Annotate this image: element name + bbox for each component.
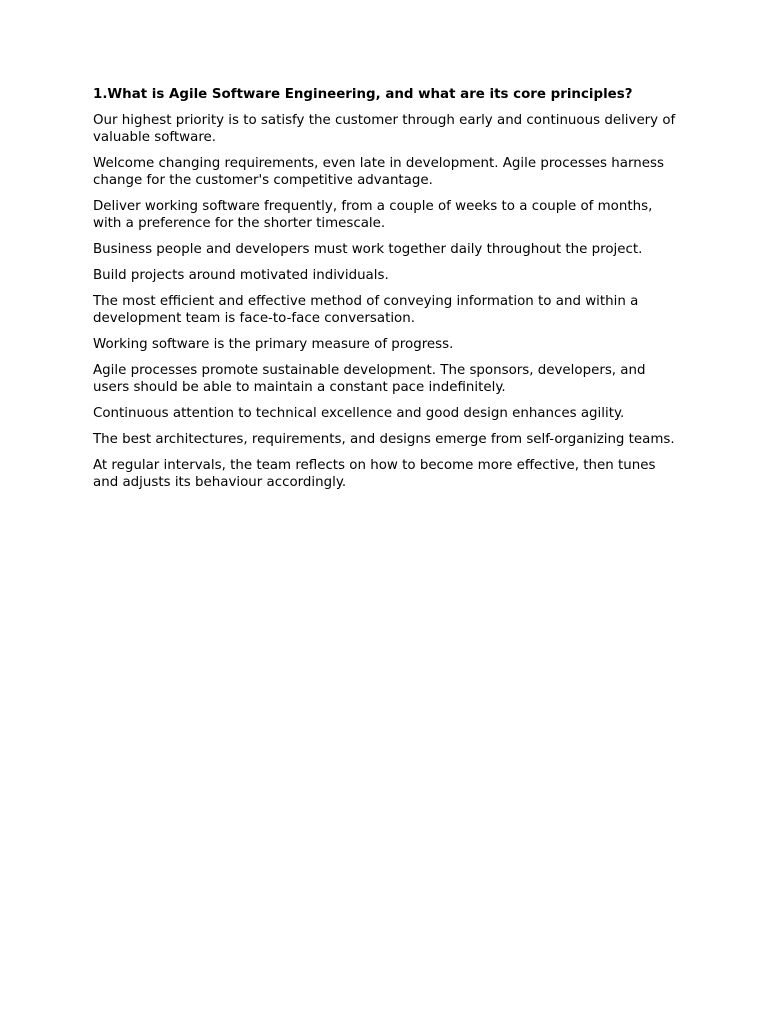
paragraph-principle-6: The most efficient and effective method of conveying information to and within a development team is face-to-face conversation. bbox=[93, 294, 639, 326]
paragraph-principle-9: Continuous attention to technical excellence and good design enhances agility. bbox=[93, 406, 625, 421]
paragraph-principle-10: The best architectures, requirements, and designs emerge from self-organizing teams. bbox=[93, 432, 675, 447]
paragraph-principle-11: At regular intervals, the team reflects on how to become more effective, then tunes and adjusts its behaviour accordingly. bbox=[93, 458, 656, 490]
paragraph-principle-2: Welcome changing requirements, even late in development. Agile processes harness change for the customer's competitive advantage. bbox=[93, 156, 664, 188]
paragraph-principle-5: Build projects around motivated individuals. bbox=[93, 268, 389, 283]
paragraph-principle-8: Agile processes promote sustainable development. The sponsors, developers, and users should be able to maintain a constant pace indefinitely. bbox=[93, 363, 646, 395]
paragraph-principle-4: Business people and developers must work together daily throughout the project. bbox=[93, 242, 643, 257]
paragraph-principle-3: Deliver working software frequently, from a couple of weeks to a couple of months, with a preference for the shorter timescale. bbox=[93, 199, 653, 231]
paragraph-principle-1: Our highest priority is to satisfy the customer through early and continuous delivery of valuable software. bbox=[93, 113, 676, 145]
document-body bbox=[93, 86, 683, 500]
document-heading: 1.What is Agile Software Engineering, and what are its core principles? bbox=[93, 87, 633, 102]
paragraph-principle-7: Working software is the primary measure of progress. bbox=[93, 337, 454, 352]
